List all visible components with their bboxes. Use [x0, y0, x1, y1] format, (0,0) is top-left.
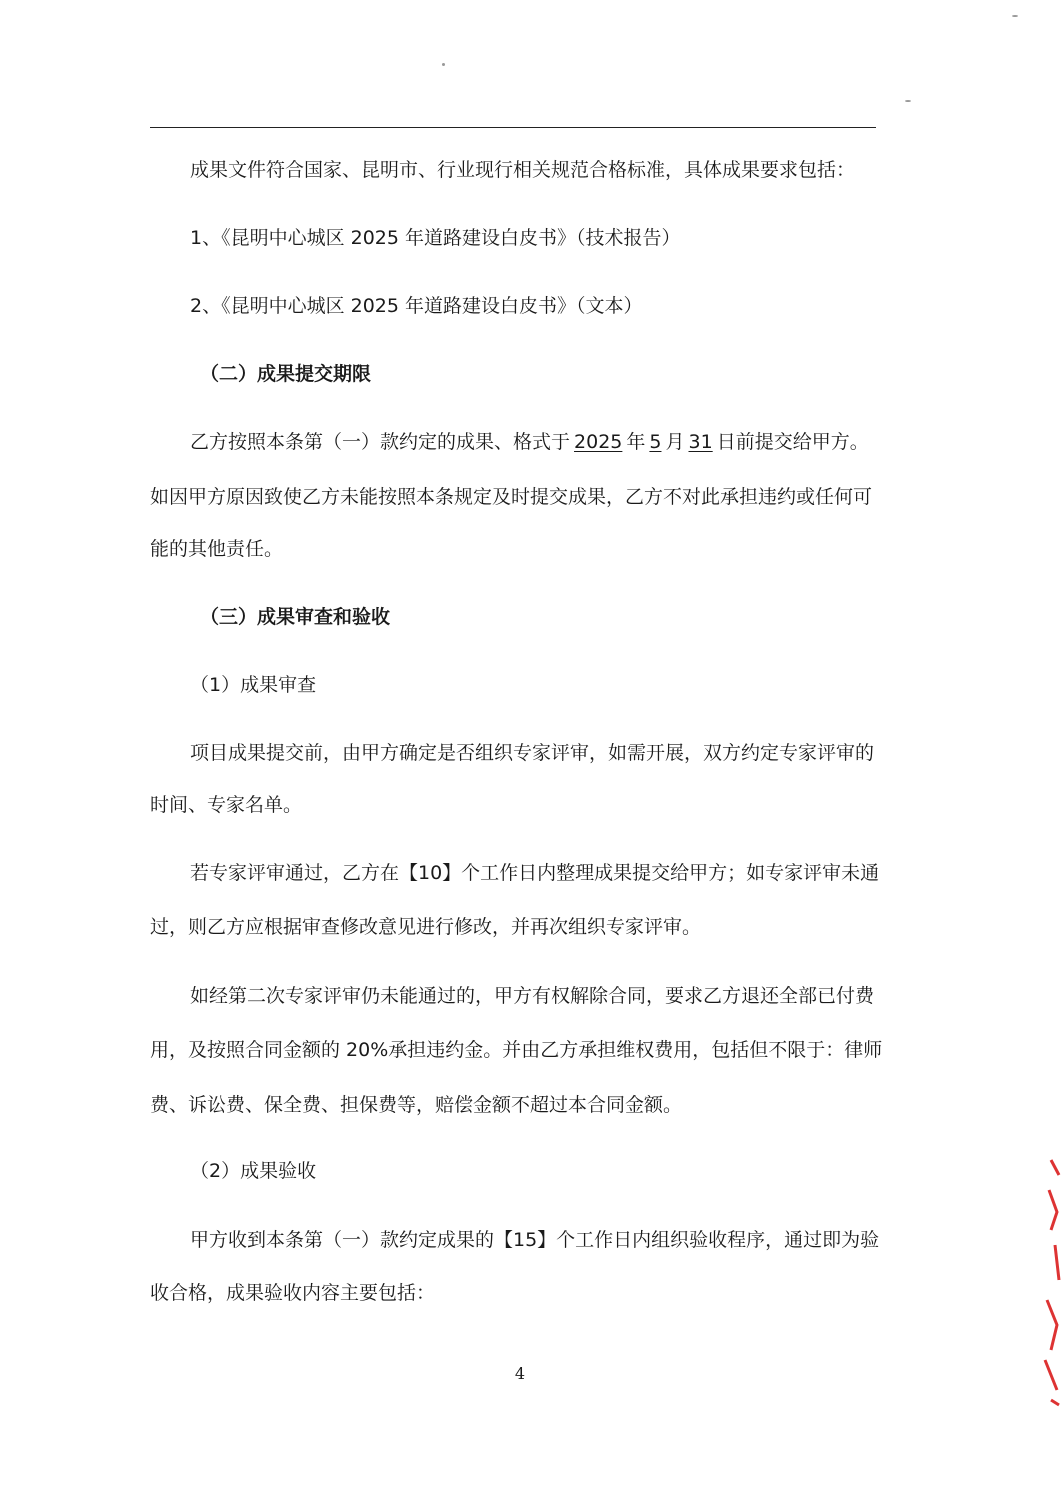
- review-paragraph-line-1: 项目成果提交前，由甲方确定是否组织专家评审，如需开展，双方约定专家评审的: [190, 742, 875, 764]
- deliverable-item-2: 2、《昆明中心城区 2025 年道路建设白皮书》（文本）: [190, 295, 643, 317]
- deadline-month: 5: [649, 431, 662, 453]
- review-pass-line-2: 过，则乙方应根据审查修改意见进行修改，并再次组织专家评审。: [150, 916, 702, 938]
- deadline-year: 2025: [574, 431, 623, 453]
- subheading-acceptance: （2）成果验收: [190, 1160, 317, 1182]
- section-heading-3: （三）成果审查和验收: [200, 606, 391, 628]
- acceptance-line-1: 甲方收到本条第（一）款约定成果的【15】个工作日内组织验收程序，通过即为验: [190, 1229, 880, 1251]
- deadline-prefix: 乙方按照本条第（一）款约定的成果、格式于: [190, 431, 571, 453]
- deadline-year-unit: 年: [626, 431, 646, 453]
- deadline-paragraph: [190, 429, 920, 455]
- scan-speck: [1012, 15, 1018, 17]
- section-heading-2: （二）成果提交期限: [200, 363, 372, 385]
- deadline-day: 31: [688, 431, 713, 453]
- red-seal-edge: [1037, 1150, 1061, 1410]
- scan-speck: [442, 63, 445, 66]
- deadline-month-unit: 月: [665, 431, 685, 453]
- page-number: 4: [514, 1364, 526, 1383]
- intro-paragraph: 成果文件符合国家、昆明市、行业现行相关规范合格标准，具体成果要求包括：: [190, 159, 856, 181]
- deadline-paragraph-line-2: 如因甲方原因致使乙方未能按照本条规定及时提交成果，乙方不对此承担违约或任何可: [150, 486, 873, 508]
- scan-speck: [905, 100, 911, 102]
- second-review-line-3: 费、诉讼费、保全费、担保费等，赔偿金额不超过本合同金额。: [150, 1094, 683, 1116]
- subheading-review: （1）成果审查: [190, 674, 317, 696]
- deadline-paragraph-line-3: 能的其他责任。: [150, 538, 284, 560]
- review-pass-line-1: 若专家评审通过，乙方在【10】个工作日内整理成果提交给甲方；如专家评审未通: [190, 862, 880, 884]
- second-review-line-1: 如经第二次专家评审仍未能通过的，甲方有权解除合同，要求乙方退还全部已付费: [190, 985, 875, 1007]
- acceptance-line-2: 收合格，成果验收内容主要包括：: [150, 1282, 436, 1304]
- deadline-suffix: 日前提交给甲方。: [716, 431, 869, 453]
- deliverable-item-1: 1、《昆明中心城区 2025 年道路建设白皮书》（技术报告）: [190, 227, 681, 249]
- second-review-line-2: 用，及按照合同金额的 20%承担违约金。并由乙方承担维权费用，包括但不限于：律师: [150, 1039, 883, 1061]
- review-paragraph-line-2: 时间、专家名单。: [150, 794, 303, 816]
- header-rule: [150, 127, 876, 128]
